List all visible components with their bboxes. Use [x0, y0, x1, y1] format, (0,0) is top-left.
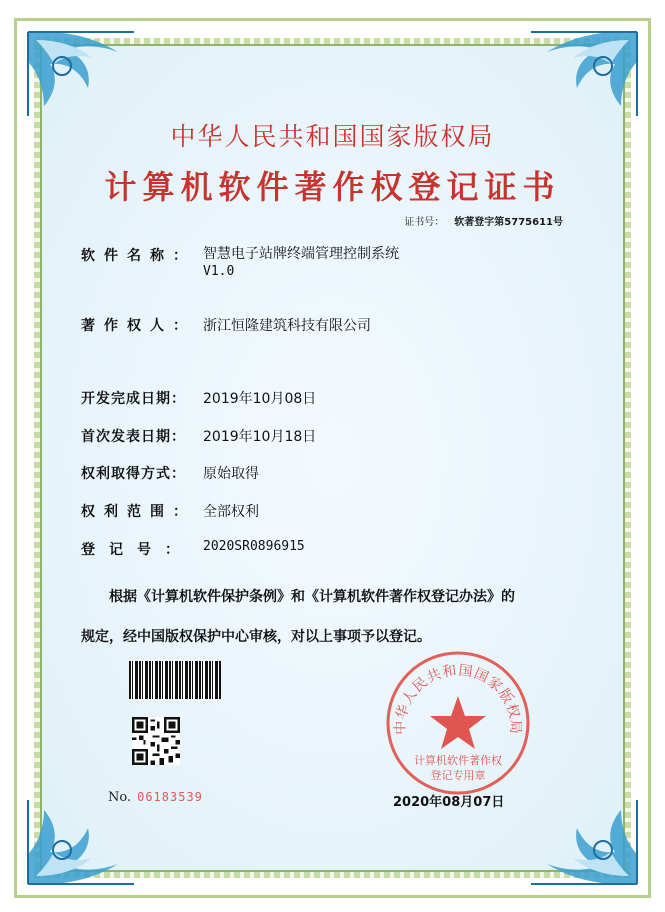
field-value: 2020SR0896915 — [203, 539, 305, 554]
barcode-icon — [129, 661, 221, 699]
serial-number — [108, 790, 203, 805]
field-copyright-owner — [81, 315, 371, 335]
corner-ornament-bottom-right — [525, 794, 643, 890]
field-label: 软件名称： — [81, 248, 196, 264]
field-value: 2019年10月08日 — [203, 391, 317, 407]
certificate-number-value: 软著登字第5775611号 — [454, 217, 563, 228]
svg-text:中华人民共和国国家版权局: 中华人民共和国国家版权局 — [392, 662, 524, 735]
field-label: 权利范围： — [81, 504, 196, 520]
svg-text:计算机软件著作权: 计算机软件著作权 — [414, 754, 502, 767]
certificate-title: 计算机软件著作权登记证书 — [104, 168, 561, 206]
field-label: 著作权人： — [81, 318, 196, 334]
qr-code-icon — [132, 717, 180, 765]
field-registration-number — [81, 539, 305, 559]
field-value — [203, 245, 399, 281]
svg-text:登记专用章: 登记专用章 — [430, 769, 486, 782]
certificate-number-label: 证书号： — [404, 217, 445, 228]
software-name-value: 智慧电子站牌终端管理控制系统 — [203, 246, 399, 262]
field-value: 浙江恒隆建筑科技有限公司 — [203, 318, 371, 334]
body-text-line-1: 根据《计算机软件保护条例》和《计算机软件著作权登记办法》的 — [109, 589, 515, 605]
field-software-name — [81, 245, 399, 281]
field-scope-of-rights — [81, 501, 259, 521]
corner-ornament-top-right — [525, 26, 643, 122]
field-label: 权利取得方式： — [81, 466, 186, 482]
serial-number-value: 06183539 — [137, 790, 203, 804]
field-label: 开发完成日期： — [81, 391, 186, 407]
issuer-title: 中华人民共和国国家版权局 — [170, 122, 495, 151]
software-version-value: V1.0 — [203, 264, 235, 279]
official-seal — [383, 648, 533, 798]
field-first-publication-date — [81, 426, 316, 446]
field-label: 首次发表日期： — [81, 429, 186, 445]
issue-date: 2020年08月07日 — [393, 795, 505, 810]
certificate-number — [404, 213, 563, 228]
field-value: 全部权利 — [203, 504, 259, 520]
field-value: 原始取得 — [203, 466, 259, 482]
corner-ornament-bottom-left — [22, 794, 140, 890]
field-development-date — [81, 388, 316, 408]
corner-ornament-top-left — [22, 26, 140, 122]
field-label: 登记号： — [81, 542, 193, 558]
serial-number-label: No. — [108, 790, 132, 805]
field-value: 2019年10月18日 — [203, 429, 317, 445]
field-acquisition-method — [81, 463, 259, 483]
body-text-line-2: 规定，经中国版权保护中心审核，对以上事项予以登记。 — [81, 629, 431, 645]
